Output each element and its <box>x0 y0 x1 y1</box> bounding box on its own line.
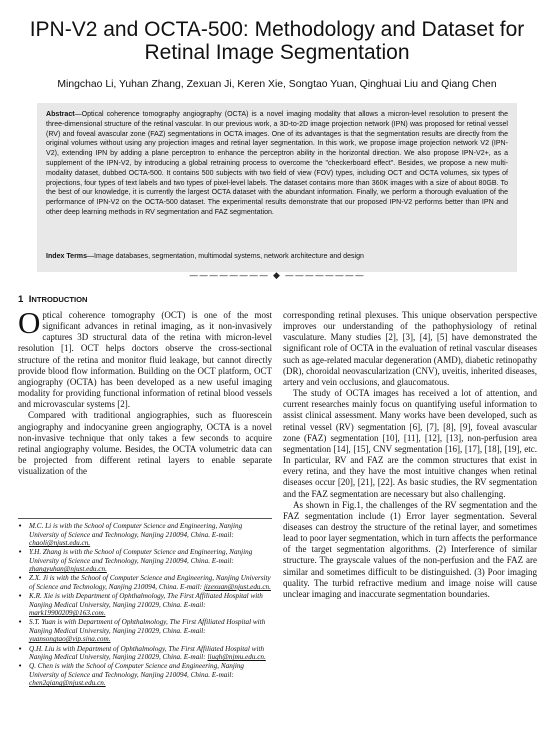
bullet-icon: • <box>18 547 23 557</box>
footnote-item <box>18 522 272 548</box>
bullet-icon: • <box>18 573 23 583</box>
bullet-icon: • <box>18 617 23 627</box>
footnote-email-link[interactable]: zhangyuhan@njust.edu.cn. <box>29 565 107 574</box>
footnote-email-link[interactable]: chen2qiang@njust.edu.cn. <box>29 679 106 688</box>
section-number: 1 <box>18 294 24 305</box>
footnote-text: Q. Chen is with the School of Computer Science and Engineering, Nanjing University of Science and Technology, Nanjing 210094, China. E-mail: <box>29 662 245 679</box>
footnote-item <box>18 645 272 662</box>
footnote-text: K.R. Xie is with Department of Ophthalmology, The First Affiliated Hospital with Nanjing Medical University, Nanjing 210029, China. E-mail: <box>29 592 263 609</box>
intro-paragraph-4: The study of OCTA images has received a lot of attention, and current researches mainly focus on quantifying useful information to assist clinical assessment. Many works have been developed, such as retinal vessel (RV) segmentation [6], [7], [8], [9], foveal avascular zone (FAZ) segmentation [10], [11], [12], [13], non-perfusion area segmentation [14], [15], CNV segmentation [16], [17], [18], [19], etc. In particular, RV and FAZ are the common structures that exist in every retina, and they have the most intuitive changes when retinal diseases occur [20], [21], [22]. As basic studies, the RV segmentation and the FAZ segmentation are necessary but also challenging. <box>283 388 537 499</box>
author-list: Mingchao Li, Yuhan Zhang, Zexuan Ji, Keren Xie, Songtao Yuan, Qinghuai Liu and Qiang Chen <box>57 79 497 90</box>
section-title-rest: NTRODUCTION <box>31 295 88 304</box>
bullet-icon: • <box>18 643 23 653</box>
section-divider: ———————— ◆ ———————— <box>189 271 365 281</box>
intro-paragraph-1 <box>18 305 272 410</box>
footnote-email-link[interactable]: yuansongtao@vip.sina.com. <box>29 635 111 644</box>
intro-paragraph-3: corresponding retinal plexuses. This unique observation perspective improves our understanding of the pathophysiology of retinal vasculature. Many studies [2], [3], [4], [5] have demonstrated the significant role of OCTA in the evaluation of retinal vascular diseases such as age-related macular degeneration (AMD), diabetic retinopathy (DR), choroidal neovascularization (CNV), uveitis, inherited diseases, artery and vein occlusions, and glaucomatous. <box>283 310 537 387</box>
right-column <box>283 310 537 600</box>
intro-paragraph-5: As shown in Fig.1, the challenges of the RV segmentation and the FAZ segmentation include (1) Error layer segmentation. Several diseases can destroy the structure of the retinal layer, and sometimes lead to poor layer segmentation, which in turn affects the performance of the target segmentation algorithms. (2) Interference of similar structure. The grayscale values of the non-perfusion and the FAZ are similar and sometimes difficult to be distinguished. (3) Poor imaging quality. The turbid refractive medium and image noise will cause unclear imaging and inaccurate segmentation boundaries. <box>283 499 537 599</box>
abstract-text: —Optical coherence tomography angiography (OCTA) is a novel imaging modality that allows a micron-level resolution to present the three-dimensional structure of the retinal vascular. In our previous work, a 3D-to-2D image projection network (IPN) was proposed for retinal vessel (RV) and foveal avascular zone (FAZ) segmentations in OCTA images. One of its advantages is that the segmentation results are directly from the original volumes without using any projection images and retinal layer segmentation. In this work, we propose image projection network V2 (IPN-V2), extending IPN by adding a plane perceptron to enhance the perceptron ability in the horizontal direction. We also propose IPN-V2+, as a supplement of the IPN-V2, by introducing a global retraining process to overcome the "checkerboard effect". Besides, we propose a new multi-modality dataset, dubbed OCTA-500. It contains 500 subjects with two field of view (FOV) types, including OCT and OCTA volumes, six types of projections, four types of text labels and two types of pixel-level labels. The dataset contains more than 360K images with a size of about 80GB. To the best of our knowledge, it is currently the largest OCTA dataset with the abundant information. Finally, we perform a thorough evaluation of the performance of IPN-V2 on the OCTA-500 dataset. The experimental results demonstrate that our proposed IPN-V2 performs better than IPN and other deep learning methods in RV segmentation and FAZ segmentation. <box>46 111 508 216</box>
bullet-icon: • <box>18 521 23 530</box>
paper-title: IPN-V2 and OCTA-500: Methodology and Dataset for Retinal Image Segmentation <box>29 18 525 64</box>
footnote-text: Z.X. Ji is with the School of Computer Science and Engineering, Nanjing University of Science and Technology, Nanjing 210094, China. E-mail: <box>29 574 271 592</box>
footnote-item <box>18 662 272 688</box>
bullet-icon: • <box>18 591 23 601</box>
footnote-item <box>18 618 272 644</box>
index-terms-label: Index Terms <box>46 253 87 260</box>
footnote-text: Y.H. Zhang is with the School of Computer Science and Engineering, Nanjing University of Science and Technology, Nanjing 210094, China. E-mail: <box>29 548 253 565</box>
intro-paragraph-2: Compared with traditional angiographies, such as fluorescein angiography and indocyanine green angiography, OCTA is a novel non-invasive technique that only takes a few seconds to acquire retinal angiography volume. Besides, the OCTA volumetric data can be projected from different retinal layers to enable separate visualization of the <box>18 410 272 477</box>
footnote-text: S.T. Yuan is with Department of Ophthalmology, The First Affiliated Hospital with Nanjing Medical University, Nanjing 210029, China. E-mail: <box>29 618 266 635</box>
footnote-text: M.C. Li is with the School of Computer Science and Engineering, Nanjing University of Science and Technology, Nanjing 210094, China. E-mail: <box>29 522 243 539</box>
intro-paragraph-1-text: ptical coherence tomography (OCT) is one of the most significant advances in retinal imaging, as it non-invasively captures 3D structural data of the retina with micron-level resolution [1]. OCT helps doctors observe the cross-sectional structure of the retina and monitor fluid leakage, but cannot directly provide blood flow information. Building on the OCT platform, OCT angiography (OCTA) has been developed as a new useful imaging modality for providing functional information of retinal blood vessels and microvascular systems [2]. <box>18 310 272 410</box>
footnote-email-link[interactable]: chaoli@njust.edu.cn. <box>29 539 91 548</box>
footnote-text: Q.H. Liu is with Department of Ophthalmology, The First Affiliated Hospital with Nanjing Medical University, Nanjing 210029, China. E-mail: <box>29 644 265 662</box>
index-terms-text: —Image databases, segmentation, multimodal systems, network architecture and design <box>87 253 364 260</box>
index-terms <box>46 252 508 262</box>
footnote-item <box>18 548 272 574</box>
section-title-initial: I <box>28 294 32 305</box>
abstract-label: Abstract <box>46 111 75 118</box>
left-column <box>18 305 272 477</box>
footnote-item <box>18 592 272 618</box>
footnote-list <box>18 522 272 689</box>
footnote-email-link[interactable]: jizexuan@njust.edu.cn. <box>203 583 271 592</box>
footnote-email-link[interactable]: liuqh@njmu.edu.cn. <box>207 653 266 662</box>
abstract <box>46 110 508 218</box>
drop-cap: O <box>18 305 41 340</box>
footnote-item <box>18 574 272 591</box>
bullet-icon: • <box>18 661 23 671</box>
footnote-email-link[interactable]: mark19900209@163.com. <box>29 609 106 618</box>
footnote-rule <box>18 518 272 519</box>
